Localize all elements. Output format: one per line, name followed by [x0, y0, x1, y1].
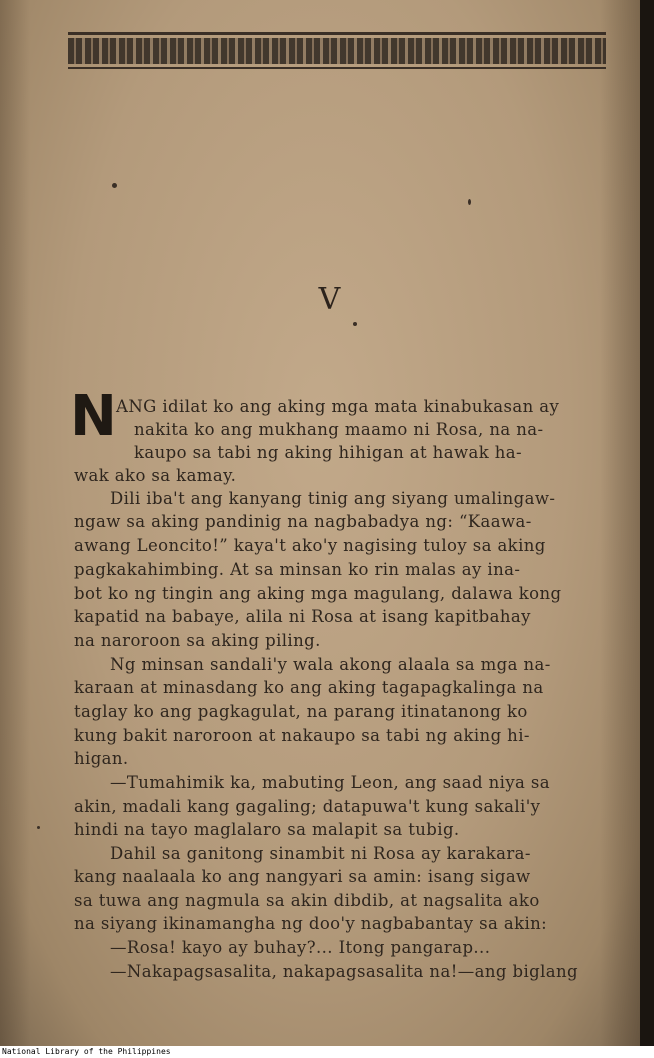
body-line: kang naalaala ko ang nangyari sa amin: isang sigaw	[74, 867, 531, 886]
ornament-rule-top	[68, 32, 606, 35]
page-shadow-left	[0, 0, 30, 1046]
body-line: nakita ko ang mukhang maamo ni Rosa, na na-	[134, 420, 544, 439]
body-line: na siyang ikinamangha ng doo'y nagbabantay sa akin:	[74, 914, 548, 933]
paper-speck	[37, 826, 40, 829]
body-line: ANG idilat ko ang aking mga mata kinabukasan ay	[116, 397, 560, 416]
body-line: sa tuwa ang nagmula sa akin dibdib, at nagsalita ako	[74, 891, 540, 910]
body-line: hindi na tayo maglalaro sa malapit sa tubig.	[74, 820, 460, 839]
page-shadow-right	[600, 0, 640, 1046]
body-line: —Tumahimik ka, mabuting Leon, ang saad niya sa	[110, 773, 551, 792]
paper-speck	[468, 199, 471, 205]
drop-cap: N	[70, 384, 117, 449]
body-line: —Nakapagsasalita, nakapagsasalita na!—ang biglang	[110, 962, 579, 981]
body-line: bot ko ng tingin ang aking mga magulang, dalawa kong	[74, 584, 562, 603]
body-line: akin, madali kang gagaling; datapuwa't kung sakali'y	[74, 797, 541, 816]
body-line: kaupo sa tabi ng aking hihigan at hawak ha-	[134, 443, 522, 462]
body-line: —Rosa! kayo ay buhay?... Itong pangarap...	[110, 938, 491, 957]
body-line: karaan at minasdang ko ang aking tagapagkalinga na	[74, 678, 544, 697]
paper-speck	[353, 322, 357, 326]
decorative-header-border	[68, 38, 606, 64]
body-line: ngaw sa aking pandinig na nagbabadya ng: “Kaawa-	[74, 512, 532, 531]
body-line: awang Leoncito!” kaya't ako'y nagising tuloy sa aking	[74, 536, 546, 555]
body-line: wak ako sa kamay.	[74, 466, 237, 485]
body-line: taglay ko ang pagkagulat, na parang itinatanong ko	[74, 702, 528, 721]
body-line: na naroroon sa aking piling.	[74, 631, 321, 650]
body-line: Dili iba't ang kanyang tinig ang siyang umalingaw-	[110, 489, 556, 508]
body-line: kung bakit naroroon at nakaupo sa tabi ng aking hi-	[74, 726, 530, 745]
body-line: kapatid na babaye, alila ni Rosa at isang kapitbahay	[74, 607, 531, 626]
body-line: higan.	[74, 749, 129, 768]
ornament-rule-bottom	[68, 67, 606, 69]
body-line: Dahil sa ganitong sinambit ni Rosa ay karakara-	[110, 844, 531, 863]
body-line: Ng minsan sandali'y wala akong alaala sa mga na-	[110, 655, 551, 674]
paper-speck	[112, 183, 117, 188]
library-credit: National Library of the Philippines	[0, 1046, 654, 1058]
body-line: pagkakahimbing. At sa minsan ko rin malas ay ina-	[74, 560, 521, 579]
chapter-numeral: V	[318, 282, 342, 317]
